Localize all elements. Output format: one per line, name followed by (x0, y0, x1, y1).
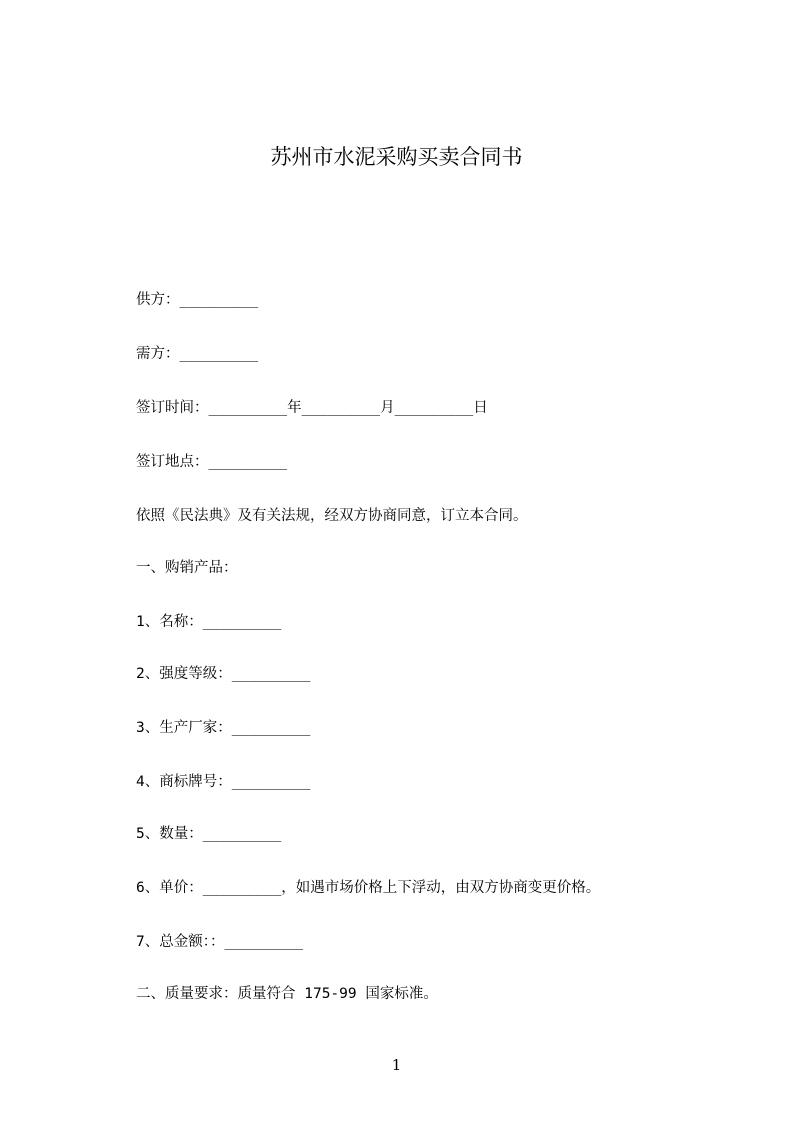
section-2-quality-line: 二、质量要求：质量符合 175-99 国家标准。 (136, 986, 438, 1002)
supplier-line: 供方：_________ (136, 292, 259, 308)
section-1-heading: 一、购销产品： (136, 560, 238, 576)
product-name-line: 1、名称：_________ (136, 614, 282, 630)
buyer-line: 需方：_________ (136, 346, 259, 362)
strength-grade-line: 2、强度等级：_________ (136, 666, 311, 682)
brand-line: 4、商标牌号：_________ (136, 774, 311, 790)
page-number: 1 (391, 1056, 402, 1074)
signing-date-line: 签订时间：_________年_________月_________日 (136, 400, 488, 416)
total-amount-line: 7、总金额：：_________ (136, 934, 304, 950)
unit-price-line: 6、单价：_________，如遇市场价格上下浮动，由双方协商变更价格。 (136, 880, 601, 896)
document-title: 苏州市水泥采购买卖合同书 (270, 145, 523, 169)
quantity-line: 5、数量：_________ (136, 826, 282, 842)
preamble-line: 依照《民法典》及有关法规，经双方协商同意，订立本合同。 (136, 508, 528, 524)
manufacturer-line: 3、生产厂家：_________ (136, 720, 311, 736)
signing-place-line: 签订地点：_________ (136, 454, 288, 470)
